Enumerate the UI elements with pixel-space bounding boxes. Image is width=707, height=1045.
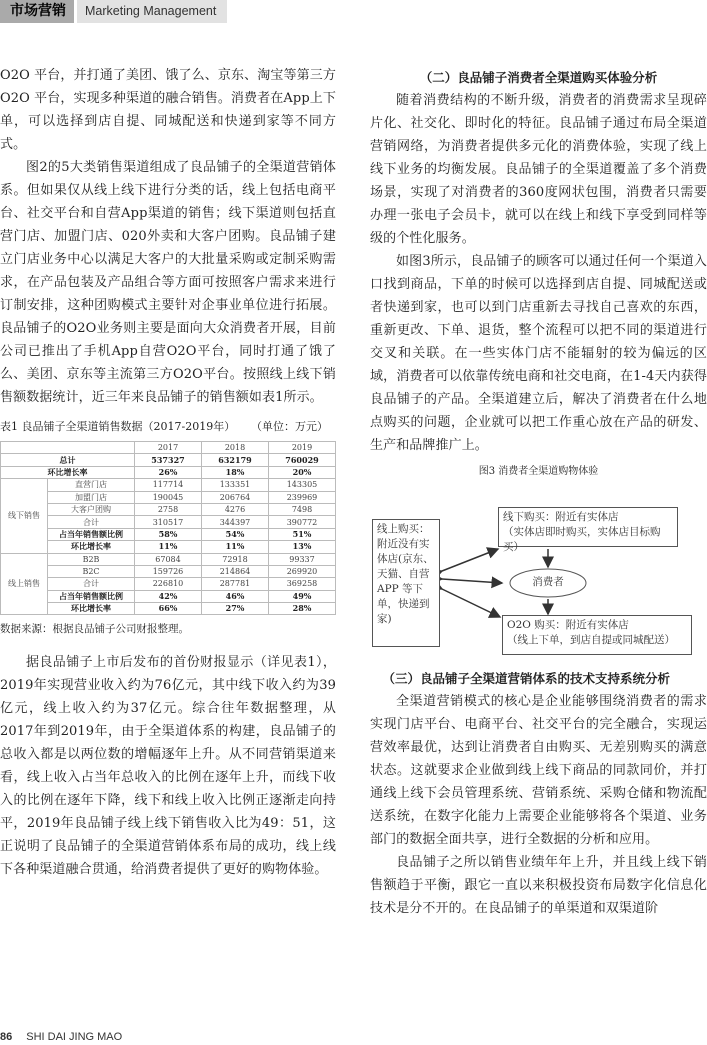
table-caption-title: 表1 良品铺子全渠道销售数据（2017-2019年） <box>0 420 236 433</box>
arrow-online-offline <box>442 549 498 571</box>
table-row <box>1 578 336 590</box>
table-row <box>1 503 336 515</box>
box-offline-line2: （实体店即时购买，实体店目标购买） <box>503 526 661 553</box>
heading-2: （二）良品铺子消费者全渠道购买体验分析 <box>419 70 658 85</box>
header-bar <box>0 0 227 23</box>
table-header-year: 2019 <box>269 442 336 454</box>
table-source: 数据来源：根据良品铺子公司财报整理。 <box>0 623 189 636</box>
table-cell: 632179 <box>202 454 269 466</box>
paragraph-6: 全渠道营销模式的核心是企业能够围绕消费者的需求实现门店平台、电商平台、社交平台的完全融合，实现运营效率最优，达到让消费者自由购买、无差别购买的满意状态。这就要求企业做到线上线下商品的同款同价，并打通线上线下会员管理系统、营销系统、采购仓储和物流配送系统，在数字化能力上需要企业能够将各个渠道、业务部门的数据全面共享，进行全数据的分析和应用。 <box>370 694 707 847</box>
table-cell: 269920 <box>269 565 336 577</box>
table-caption <box>0 419 336 435</box>
table-cell: 133351 <box>202 479 269 491</box>
table-row-label: 总计 <box>1 454 135 466</box>
table-row-label: 加盟门店 <box>48 491 135 503</box>
table-row <box>1 541 336 553</box>
table-row-label: 合计 <box>48 578 135 590</box>
table-row <box>1 442 336 454</box>
table-row-label: 直营门店 <box>48 479 135 491</box>
table-cell: 287781 <box>202 578 269 590</box>
table-cell: 159726 <box>135 565 202 577</box>
table-row <box>1 603 336 615</box>
table-row-label: 环比增长率 <box>1 466 135 478</box>
paragraph-2: 图2的5大类销售渠道组成了良品铺子的全渠道营销体系。但如果仅从线上线下进行分类的话，线上包括电商平台、社交平台和自营App渠道的销售；线下渠道则包括直营门店、加盟门店、020外卖和大客户团购。良品铺子建立门店业务中心以满足大客户的大批量采购或定制采购需求，在产品包装及产品组合等方面可按照客户需求来进行订制安排，这种团购模式主要针对企事业单位进行拓展。良品铺子的O2O业务则主要是面向大众消费者开展，目前公司已推出了手机App自营O2O平台，同时打通了饿了么、美团、京东等主流第三方O2O平台。按照线上线下销售额数据统计，近三年来良品铺子的销售额如表1所示。 <box>0 160 336 405</box>
table-cell: 42% <box>135 590 202 602</box>
footer <box>0 1031 122 1043</box>
table-cell: 66% <box>135 603 202 615</box>
table-cell: 49% <box>269 590 336 602</box>
table-row-label: B2C <box>48 565 135 577</box>
figure-title: 图3 消费者全渠道购物体验 <box>478 466 599 477</box>
box-o2o <box>502 615 692 655</box>
box-offline <box>498 507 678 553</box>
table-cell: 190045 <box>135 491 202 503</box>
table-header-blank <box>1 442 135 454</box>
table-row <box>1 528 336 540</box>
paragraph-3: 据良品铺子上市后发布的首份财报显示（详见表1），2019年实现营业收入约为76亿元，其中线下收入约为39亿元，线上收入约为37亿元。综合往年数据整理，从2017年到2019年，由于全渠道体系的构建，良品铺子的总收入都是以两位数的增幅逐年上升。从不同营销渠道来看，线上收入占当年总收入的比例在逐年上升，而线下收入的比例在逐年下降，线下和线上收入比例正逐渐走向持平，2019年良品铺子线上线下销售收入比为49：51，这正说明了良品铺子的全渠道营销体系布局的成功，线上线下各种渠道融合贯通，给消费者提供了更好的购物体验。 <box>0 655 336 878</box>
consumer-label: 消费者 <box>532 576 564 588</box>
table-cell: 11% <box>135 541 202 553</box>
table-cell: 51% <box>269 528 336 540</box>
table-cell: 117714 <box>135 479 202 491</box>
shopping-diagram <box>370 489 707 659</box>
table-caption-unit: （单位：万元） <box>251 420 328 433</box>
table-cell: 239969 <box>269 491 336 503</box>
table-cell: 11% <box>202 541 269 553</box>
table-cell: 99337 <box>269 553 336 565</box>
table-cell: 206764 <box>202 491 269 503</box>
table-cell: 18% <box>202 466 269 478</box>
table-group-label: 线上销售 <box>1 553 48 615</box>
table-cell: 26% <box>135 466 202 478</box>
table-row-label: 合计 <box>48 516 135 528</box>
table-row-label: 占当年销售额比例 <box>48 528 135 540</box>
box-offline-line1: 线下购买：附近有实体店 <box>503 511 619 523</box>
table-cell: 20% <box>269 466 336 478</box>
page-number: 86 <box>0 1031 13 1043</box>
table-row <box>1 553 336 565</box>
table-cell: 67084 <box>135 553 202 565</box>
table-cell: 344397 <box>202 516 269 528</box>
table-cell: 27% <box>202 603 269 615</box>
right-column <box>370 66 707 920</box>
table-row <box>1 466 336 478</box>
table-cell: 4276 <box>202 503 269 515</box>
table-row <box>1 454 336 466</box>
table-row <box>1 565 336 577</box>
table-header-year: 2017 <box>135 442 202 454</box>
table-row <box>1 479 336 491</box>
table-cell: 369258 <box>269 578 336 590</box>
table-row-label: 环比增长率 <box>48 603 135 615</box>
table-group-label: 线下销售 <box>1 479 48 553</box>
box-o2o-line2: （线上下单，到店自提或同城配送） <box>507 634 675 646</box>
arrow-online-consumer <box>442 579 502 583</box>
box-online: 线上购买：附近没有实体店(京东、天猫、自营APP 等下单，快递到家) <box>372 519 440 647</box>
table-cell: 28% <box>269 603 336 615</box>
table-row-label: 环比增长率 <box>48 541 135 553</box>
paragraph-5: 如图3所示，良品铺子的顾客可以通过任何一个渠道入口找到商品，下单的时候可以选择到店自提、同城配送或者快递到家，也可以到门店重新去寻找自己喜欢的东西，重新更改、下单、退货，整个流程可以把不同的渠道进行交叉和关联。在一些实体门店不能辐射的较为偏远的区域，消费者可以依靠传统电商和社交电商，在1-4天内获得良品铺子的产品。全渠道建立后，解决了消费者在什么地点购买的问题，企业就可以把工作重心放在产品的研发、生产和品牌推广上。 <box>370 254 707 453</box>
table-cell: 46% <box>202 590 269 602</box>
table-cell: 760029 <box>269 454 336 466</box>
table-cell: 54% <box>202 528 269 540</box>
paragraph-1: O2O 平台，并打通了美团、饿了么、京东、淘宝等第三方 O2O 平台，实现多种渠道的融合销售。消费者在App上下单，可以选择到店自提、同城配送和快递到家等不同方式。 <box>0 68 336 152</box>
journal-name: SHI DAI JING MAO <box>26 1031 123 1043</box>
table-row <box>1 491 336 503</box>
table-cell: 390772 <box>269 516 336 528</box>
table-cell: 226810 <box>135 578 202 590</box>
left-column <box>0 64 336 881</box>
paragraph-4: 随着消费结构的不断升级，消费者的消费需求呈现碎片化、社交化、即时化的特征。良品铺子通过布局全渠道营销网络，为消费者提供多元化的消费体验，实现了线上线下业务的均衡发展。良品铺子的全渠道覆盖了多个消费场景，实现了对消费者的360度网状包围，消费者只需要办理一张电子会员卡，就可以在线上和线下享受到同样等级的个性化服务。 <box>370 93 707 246</box>
table-cell: 310517 <box>135 516 202 528</box>
table-cell: 2758 <box>135 503 202 515</box>
table-cell: 7498 <box>269 503 336 515</box>
arrow-online-o2o <box>442 589 500 617</box>
table-row <box>1 590 336 602</box>
table-row-label: B2B <box>48 553 135 565</box>
table-cell: 143305 <box>269 479 336 491</box>
table-row-label: 大客户团购 <box>48 503 135 515</box>
box-o2o-line1: O2O 购买：附近有实体店 <box>507 619 629 631</box>
paragraph-7: 良品铺子之所以销售业绩年年上升，并且线上线下销售额趋于平衡，跟它一直以来积极投资布局数字化信息化技术是分不开的。在良品铺子的单渠道和双渠道阶 <box>370 855 707 916</box>
table-cell: 13% <box>269 541 336 553</box>
section-title-en: Marketing Management <box>74 0 227 23</box>
table-cell: 72918 <box>202 553 269 565</box>
section-title-cn: 市场营销 <box>0 0 74 23</box>
table-cell: 58% <box>135 528 202 540</box>
table-header-year: 2018 <box>202 442 269 454</box>
sales-table <box>0 441 336 615</box>
table-cell: 214864 <box>202 565 269 577</box>
table-row <box>1 516 336 528</box>
heading-3: （三）良品铺子全渠道营销体系的技术支持系统分析 <box>382 671 671 686</box>
table-cell: 537327 <box>135 454 202 466</box>
table-row-label: 占当年销售额比例 <box>48 590 135 602</box>
